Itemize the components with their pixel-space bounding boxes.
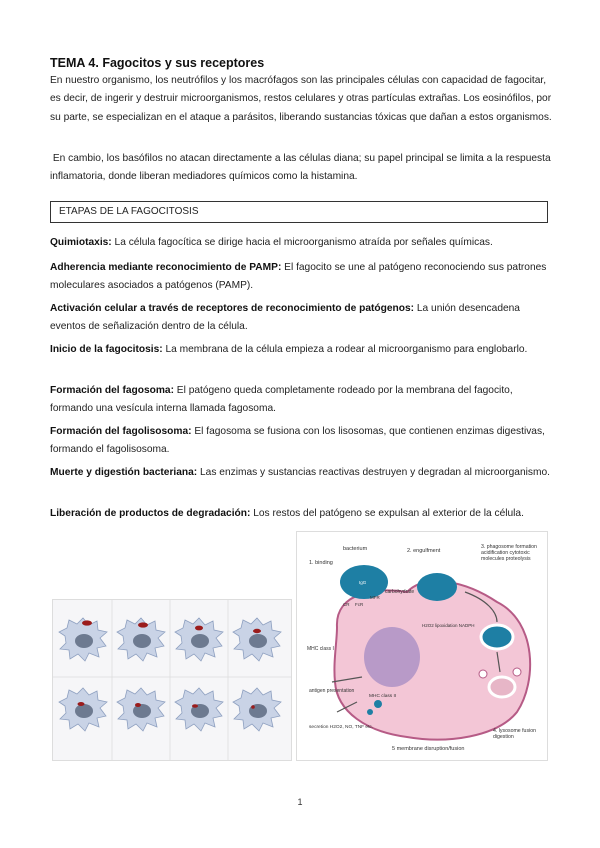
panel-6 (117, 688, 165, 731)
panel-3 (175, 618, 223, 661)
phagocyte-cell (334, 581, 530, 739)
lysosome (513, 668, 521, 676)
label-phagosome: 3. phagosome formation acidification cytotoxic molecules proteolysis (481, 544, 537, 563)
label-mfr: MFR (370, 595, 380, 600)
panel-2 (117, 618, 165, 661)
panel-5 (59, 688, 107, 731)
intro-paragraph-1: En nuestro organismo, los neutrófilos y los macrófagos son las principales células con capacidad de fagocitar, es decir, de ingerir y destruir microorganismos, restos celulares y otras partículas extrañas. Los eosinófilos, por su parte, se especializan en el ataque a parásitos, liberando sustancias tóxicas que dañan a estos organismos. (50, 75, 552, 123)
stage-item (50, 464, 555, 482)
stage-term: Liberación de productos de degradación: (50, 508, 251, 519)
stage-text: La membrana de la célula empieza a rodear al microorganismo para englobarlo. (162, 344, 528, 355)
label-binding: 1. binding (309, 560, 333, 566)
section-heading: ETAPAS DE LA FAGOCITOSIS (59, 206, 199, 217)
stage-text: El fagocito se une al patógeno reconociendo sus patrones moleculares asociados a patógenos (PAMP). (50, 262, 547, 292)
stage-item (50, 423, 555, 460)
label-engulfment: 2. engulfment (407, 548, 441, 554)
stage-term: Adherencia mediante reconocimiento de PAMP: (50, 262, 282, 273)
phagolysosome (489, 677, 515, 697)
vesicle (374, 700, 382, 708)
vesicle (367, 709, 373, 715)
stage-text: Las enzimas y sustancias reactivas destruyen y degradan al microorganismo. (197, 467, 550, 478)
panel-7 (175, 688, 223, 731)
stage-text: La célula fagocítica se dirige hacia el microorganismo atraída por señales químicas. (111, 237, 493, 248)
label-carbohydrate: carbohydrate (385, 589, 415, 595)
lysosome (479, 670, 487, 678)
label-igg: IgG (359, 580, 367, 585)
stage-item (50, 300, 555, 337)
label-secretion: secretion H2O2, NO, TNF etc. (309, 725, 374, 730)
engulfed-bacterium (417, 573, 457, 601)
page-number: 1 (297, 797, 303, 807)
panel-4 (233, 618, 281, 661)
stage-term: Muerte y digestión bacteriana: (50, 467, 198, 478)
page-title: TEMA 4. Fagocitos y sus receptores (50, 56, 265, 70)
panel-1 (59, 618, 107, 661)
sequence-panels (53, 600, 291, 760)
label-mhc-class-ii: MHC class II (369, 694, 397, 699)
stage-item (50, 234, 555, 252)
label-cr: CR (343, 602, 350, 607)
stage-term: Inicio de la fagocitosis: (50, 344, 163, 355)
label-antigen-presentation: antigen presentation (309, 688, 355, 694)
stage-item (50, 382, 555, 419)
label-membrane: 5 membrane disruption/fusion (392, 746, 465, 752)
phagocytosis-sequence-figure (52, 599, 292, 761)
label-lysosome: 4. lysosome fusion digestion (493, 728, 536, 741)
stage-term: Activación celular a través de receptores de reconocimiento de patógenos: (50, 303, 415, 314)
stage-text: El fagosoma se fusiona con los lisosomas, que contienen enzimas digestivas, formando el fagolisosoma. (50, 426, 545, 456)
section-heading-box (50, 201, 548, 223)
phagosome (481, 625, 513, 649)
label-bacterium: bacterium (343, 546, 368, 552)
stage-term: Quimiotaxis: (50, 237, 112, 248)
stage-text: La unión desencadena eventos de señalización dentro de la célula. (50, 303, 520, 333)
phagocytosis-diagram (296, 531, 548, 761)
nucleus (364, 627, 420, 687)
stage-term: Formación del fagolisosoma: (50, 426, 192, 437)
label-fcr: FcR (355, 602, 364, 607)
stage-item (50, 259, 555, 296)
label-mhc-class-i: MHC class I (307, 646, 334, 652)
stage-item (50, 505, 555, 523)
stage-item (50, 341, 555, 359)
stage-term: Formación del fagosoma: (50, 385, 174, 396)
intro-paragraph-2-text: En cambio, los basófilos no atacan directamente a las células diana; su papel principal se limita a la respuesta inflamatoria, donde liberan mediadores químicos como la histamina. (50, 153, 551, 183)
label-nadph: H2O2 lipoxidation NADPH (422, 623, 475, 628)
diagram-svg (297, 532, 547, 760)
intro-paragraph-2 (50, 150, 555, 187)
stage-text: Los restos del patógeno se expulsan al exterior de la célula. (250, 508, 524, 519)
stage-text: El patógeno queda completamente rodeado por la membrana del fagocito, formando una vesícula interna llamada fagosoma. (50, 385, 513, 415)
panel-8 (233, 688, 281, 731)
